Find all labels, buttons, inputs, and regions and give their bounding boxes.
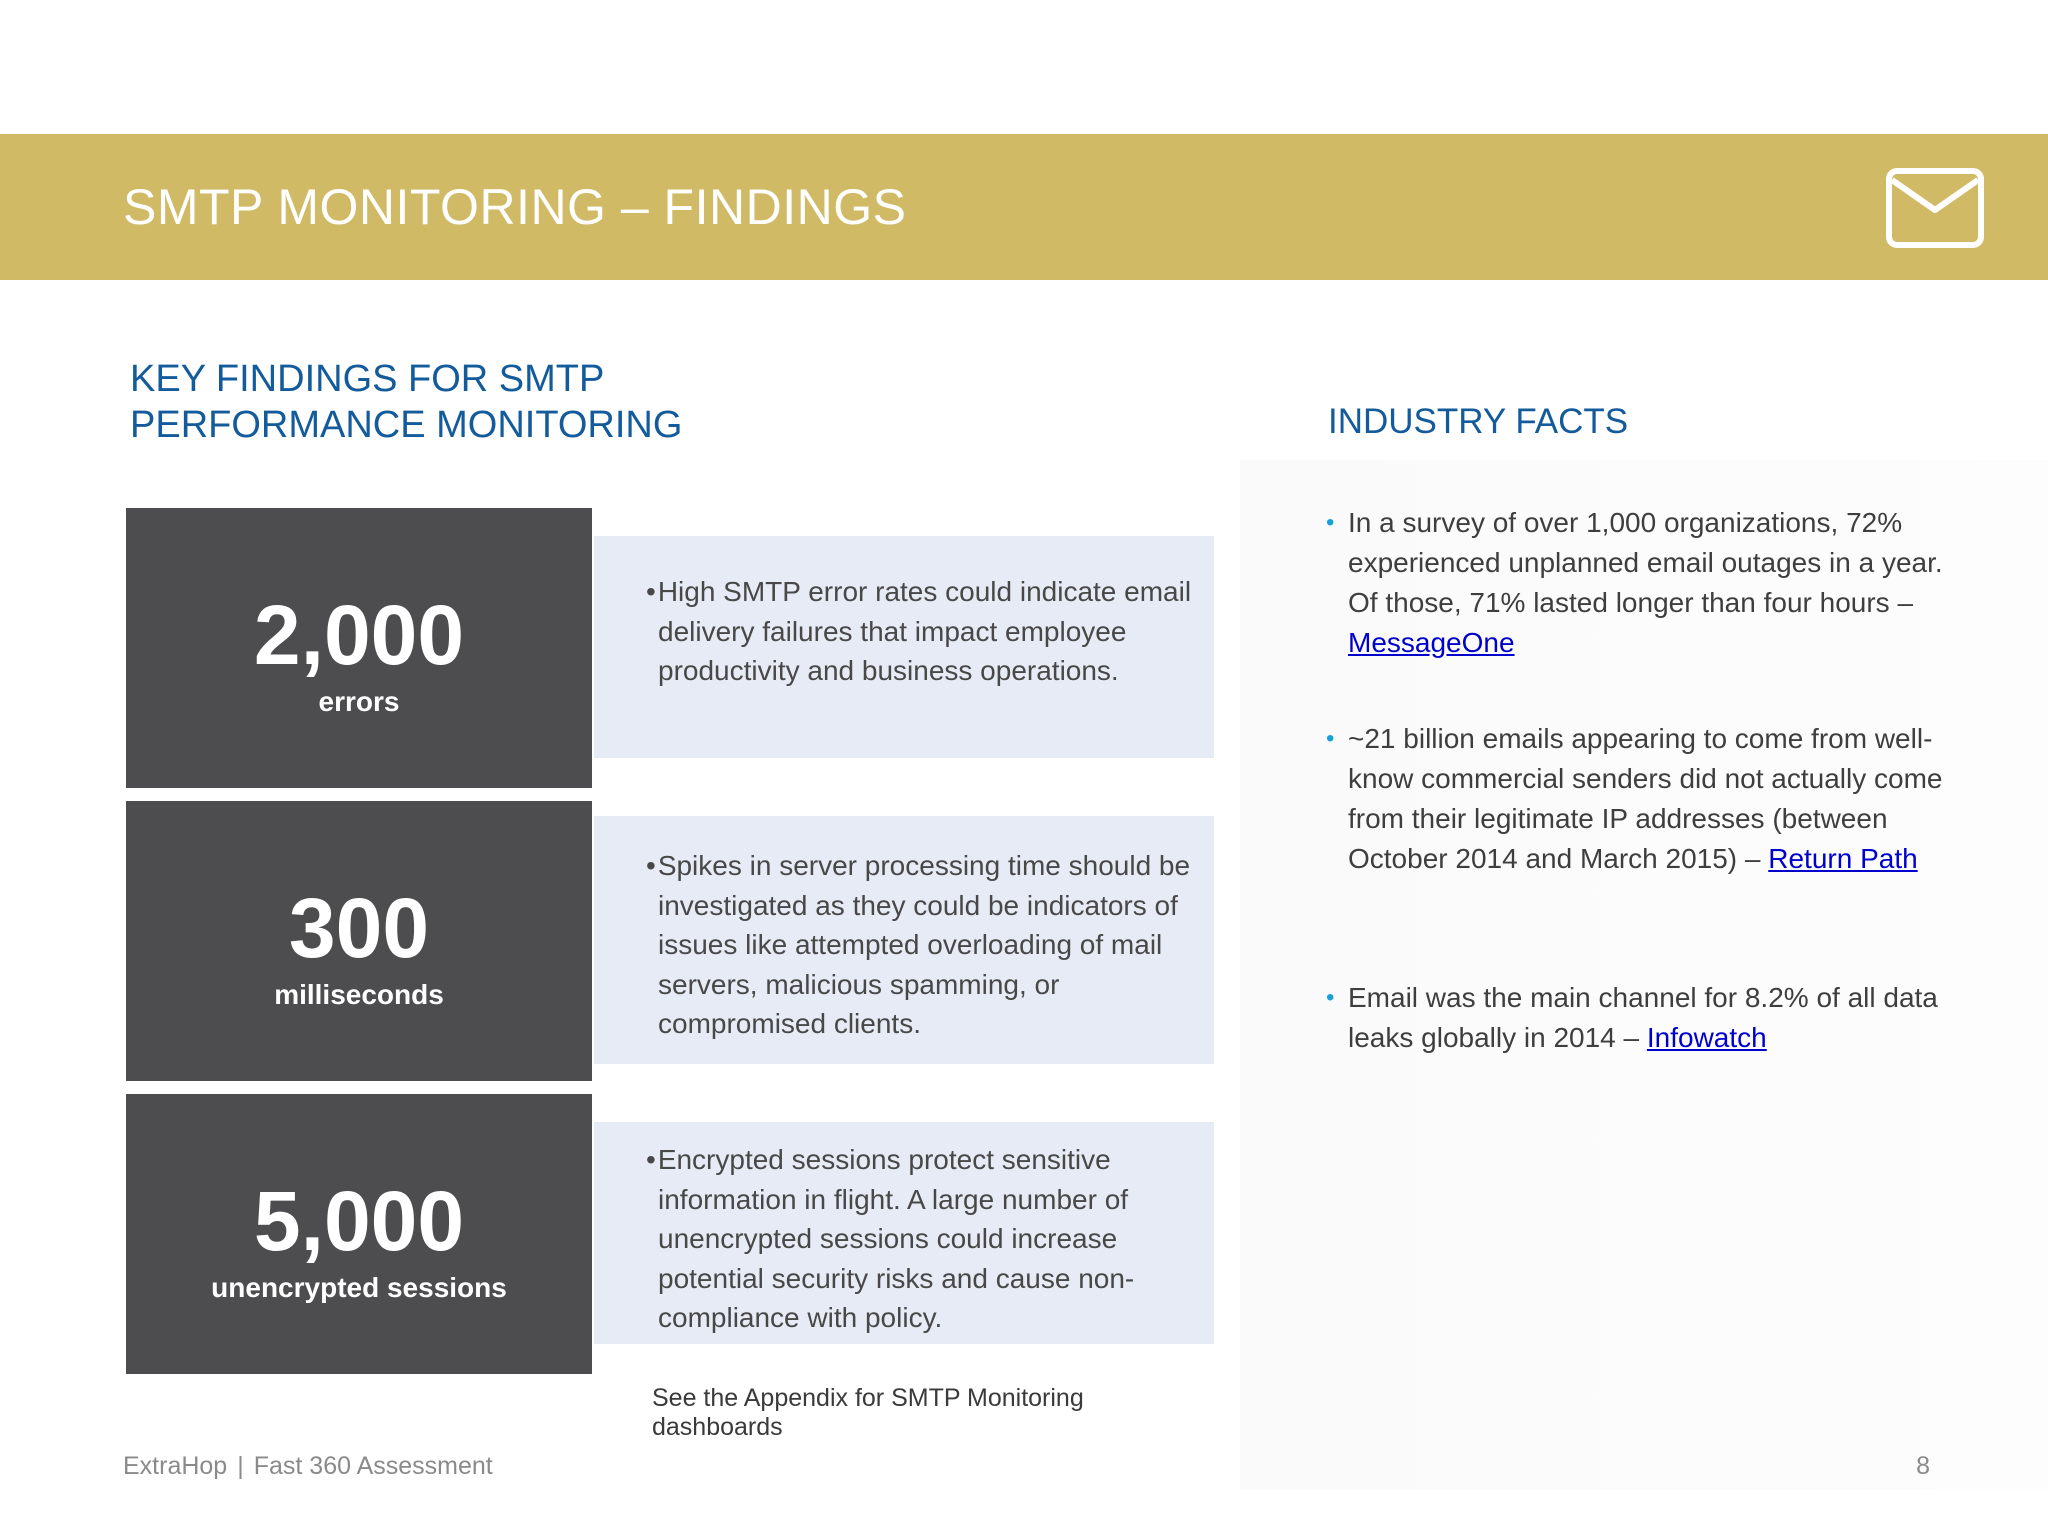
- appendix-note: See the Appendix for SMTP Monitoring dashboards: [652, 1384, 1084, 1441]
- bullet: •: [1326, 725, 1335, 752]
- finding-description-text: High SMTP error rates could indicate email delivery failures that impact employee productivity and business operations.: [657, 576, 1192, 686]
- industry-fact-body: [1348, 719, 1946, 879]
- stat-unit: unencrypted sessions: [211, 1272, 507, 1303]
- key-findings-heading-line1: KEY FINDINGS FOR SMTP: [130, 358, 605, 400]
- footer-separator: |: [237, 1452, 244, 1480]
- finding-description: [646, 1140, 1198, 1338]
- industry-fact-text: In a survey of over 1,000 organizations, 72% experienced unplanned email outages in a year. Of those, 71% lasted longer than four hours –: [1348, 507, 1943, 618]
- source-link-messageone[interactable]: MessageOne: [1348, 627, 1515, 658]
- industry-facts-heading: INDUSTRY FACTS: [1328, 402, 1629, 441]
- source-link-return-path[interactable]: Return Path: [1768, 843, 1918, 874]
- bullet: •: [646, 576, 656, 607]
- industry-fact-body: [1348, 503, 1946, 663]
- stat-unit: milliseconds: [274, 979, 444, 1010]
- key-findings-heading-line2: PERFORMANCE MONITORING: [130, 404, 683, 446]
- industry-fact-text: Email was the main channel for 8.2% of all data leaks globally in 2014 –: [1348, 982, 1938, 1053]
- industry-fact: [1326, 719, 1946, 879]
- stat-value: 5,000: [253, 1174, 465, 1268]
- page-title: SMTP MONITORING – FINDINGS: [123, 179, 907, 235]
- finding-description-panel: [594, 1122, 1214, 1344]
- page-number: 8: [1916, 1452, 1930, 1480]
- finding-description-panel: [594, 536, 1214, 758]
- bullet: •: [646, 1144, 656, 1175]
- finding-description: [646, 846, 1198, 1044]
- bullet: •: [1326, 509, 1335, 536]
- stat-value: 2,000: [253, 588, 465, 682]
- footer-document: Fast 360 Assessment: [253, 1452, 493, 1480]
- footer-company: ExtraHop: [123, 1452, 228, 1480]
- industry-fact: [1326, 978, 1946, 1058]
- footer: [123, 1452, 493, 1481]
- finding-description-text: Encrypted sessions protect sensitive information in flight. A large number of unencrypted sessions could increase potential security risks and cause non-compliance with policy.: [657, 1144, 1135, 1333]
- key-findings-heading: [130, 356, 830, 448]
- stat-unit: errors: [318, 686, 400, 717]
- industry-fact: [1326, 503, 1946, 663]
- industry-fact-text: ~21 billion emails appearing to come from well-know commercial senders did not actually come from their legitimate IP addresses (between October 2014 and March 2015) –: [1348, 723, 1943, 874]
- bullet: •: [1326, 984, 1335, 1011]
- bullet: •: [646, 850, 656, 881]
- stat-box-errors: [126, 508, 592, 788]
- stat-box-milliseconds: [126, 801, 592, 1081]
- finding-description-panel: [594, 816, 1214, 1064]
- finding-description-text: Spikes in server processing time should be investigated as they could be indicators of issues like attempted overloading of mail servers, malicious spamming, or compromised clients.: [657, 850, 1191, 1039]
- finding-description: [646, 572, 1198, 691]
- stat-value: 300: [288, 881, 430, 975]
- industry-fact-body: [1348, 978, 1946, 1058]
- stat-box-unencrypted-sessions: [126, 1094, 592, 1374]
- source-link-infowatch[interactable]: Infowatch: [1646, 1022, 1767, 1053]
- envelope-icon: [1886, 168, 1984, 248]
